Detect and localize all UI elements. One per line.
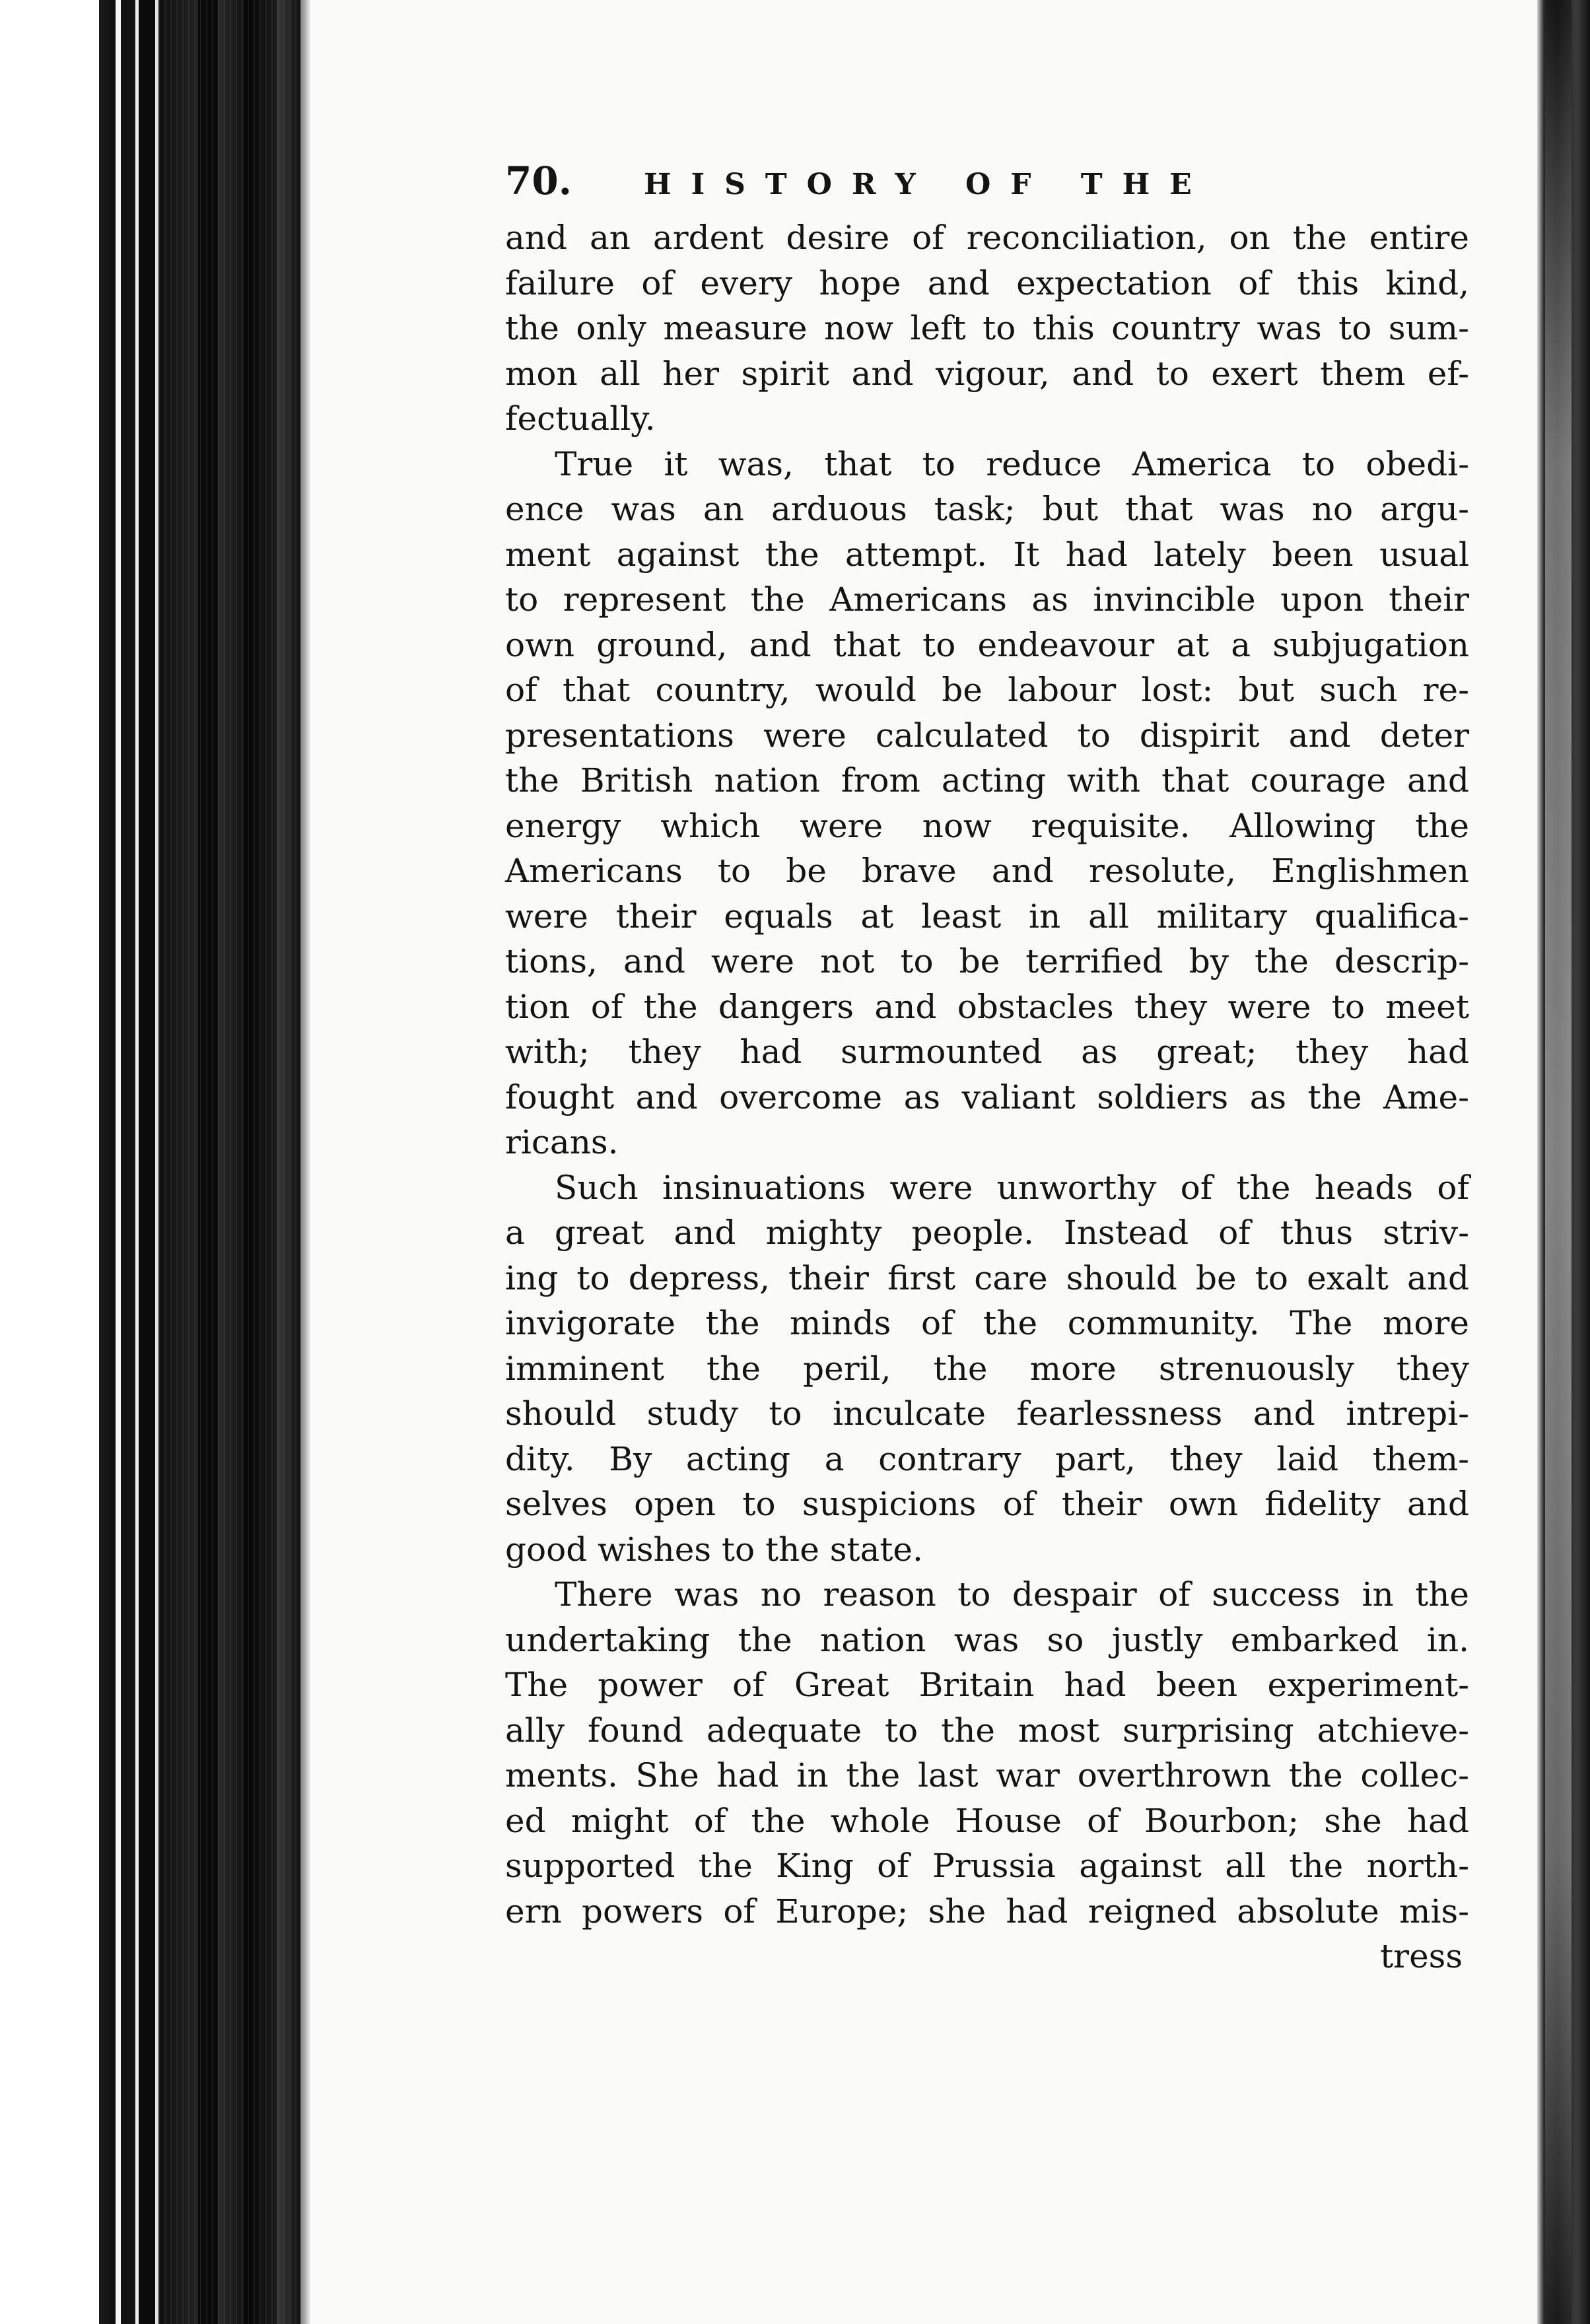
text-line: Such insinuations were unworthy of the heads of bbox=[555, 1168, 1469, 1207]
text-line: ment against the attempt. It had lately been usual bbox=[505, 535, 1469, 574]
running-head bbox=[505, 158, 1469, 211]
running-title: HISTORY OF THE bbox=[644, 168, 1212, 201]
text-line: should study to inculcate fearlessness and intrepi- bbox=[505, 1394, 1469, 1433]
page-number: 70. bbox=[505, 158, 572, 203]
text-line: True it was, that to reduce America to obedi- bbox=[555, 444, 1469, 483]
text-line: the only measure now left to this country was to sum- bbox=[505, 309, 1469, 347]
text-line: a great and mighty people. Instead of thus striv- bbox=[505, 1213, 1469, 1252]
text-line: presentations were calculated to dispirit and deter bbox=[505, 716, 1469, 755]
body-text bbox=[505, 215, 1469, 1934]
text-line: ally found adequate to the most surprising atchieve- bbox=[505, 1711, 1469, 1750]
text-line: ence was an arduous task; but that was no argu- bbox=[505, 490, 1469, 528]
text-line: ern powers of Europe; she had reigned absolute mis- bbox=[505, 1892, 1469, 1931]
text-line: dity. By acting a contrary part, they laid them- bbox=[505, 1439, 1469, 1478]
text-line: tions, and were not to be terrified by the descrip- bbox=[505, 942, 1469, 980]
text-line: ed might of the whole House of Bourbon; she had bbox=[505, 1801, 1469, 1840]
text-block bbox=[505, 158, 1469, 1979]
right-edge-shading bbox=[1545, 0, 1572, 2324]
text-line: selves open to suspicions of their own fidelity and bbox=[505, 1485, 1469, 1523]
text-line: imminent the peril, the more strenuously they bbox=[505, 1349, 1469, 1388]
text-line: Americans to be brave and resolute, Englishmen bbox=[505, 852, 1469, 890]
text-line: fought and overcome as valiant soldiers as the Ame- bbox=[505, 1077, 1469, 1116]
text-line: energy which were now requisite. Allowing the bbox=[505, 806, 1469, 845]
text-line: of that country, would be labour lost: but such re- bbox=[505, 671, 1469, 709]
text-line: failure of every hope and expectation of this kind, bbox=[505, 263, 1469, 302]
text-line: mon all her spirit and vigour, and to exert them ef- bbox=[505, 354, 1469, 393]
text-line: undertaking the nation was so justly embarked in. bbox=[505, 1620, 1469, 1659]
page-edge-stack bbox=[158, 0, 304, 2324]
catchword: tress bbox=[1380, 1937, 1463, 1975]
text-line: ing to depress, their first care should be to exalt and bbox=[505, 1258, 1469, 1297]
text-line: supported the King of Prussia against all the north- bbox=[505, 1847, 1469, 1885]
text-line: good wishes to the state. bbox=[505, 1530, 923, 1569]
text-line: ricans. bbox=[505, 1123, 619, 1161]
text-line: and an ardent desire of reconciliation, on the entire bbox=[505, 219, 1469, 257]
text-line: tion of the dangers and obstacles they were to meet bbox=[505, 987, 1469, 1026]
text-line: the British nation from acting with that courage and bbox=[505, 761, 1469, 800]
text-line: were their equals at least in all military qualifica- bbox=[505, 897, 1469, 936]
text-line: own ground, and that to endeavour at a subjugation bbox=[505, 625, 1469, 664]
text-line: with; they had surmounted as great; they had bbox=[505, 1033, 1469, 1071]
text-line: There was no reason to despair of success in the bbox=[555, 1575, 1469, 1614]
text-line: invigorate the minds of the community. The more bbox=[505, 1304, 1469, 1342]
text-line: fectually. bbox=[505, 399, 656, 438]
text-line: to represent the Americans as invincible upon their bbox=[505, 580, 1469, 619]
text-line: ments. She had in the last war overthrown the collec- bbox=[505, 1756, 1469, 1794]
text-line: The power of Great Britain had been experiment- bbox=[505, 1666, 1469, 1704]
